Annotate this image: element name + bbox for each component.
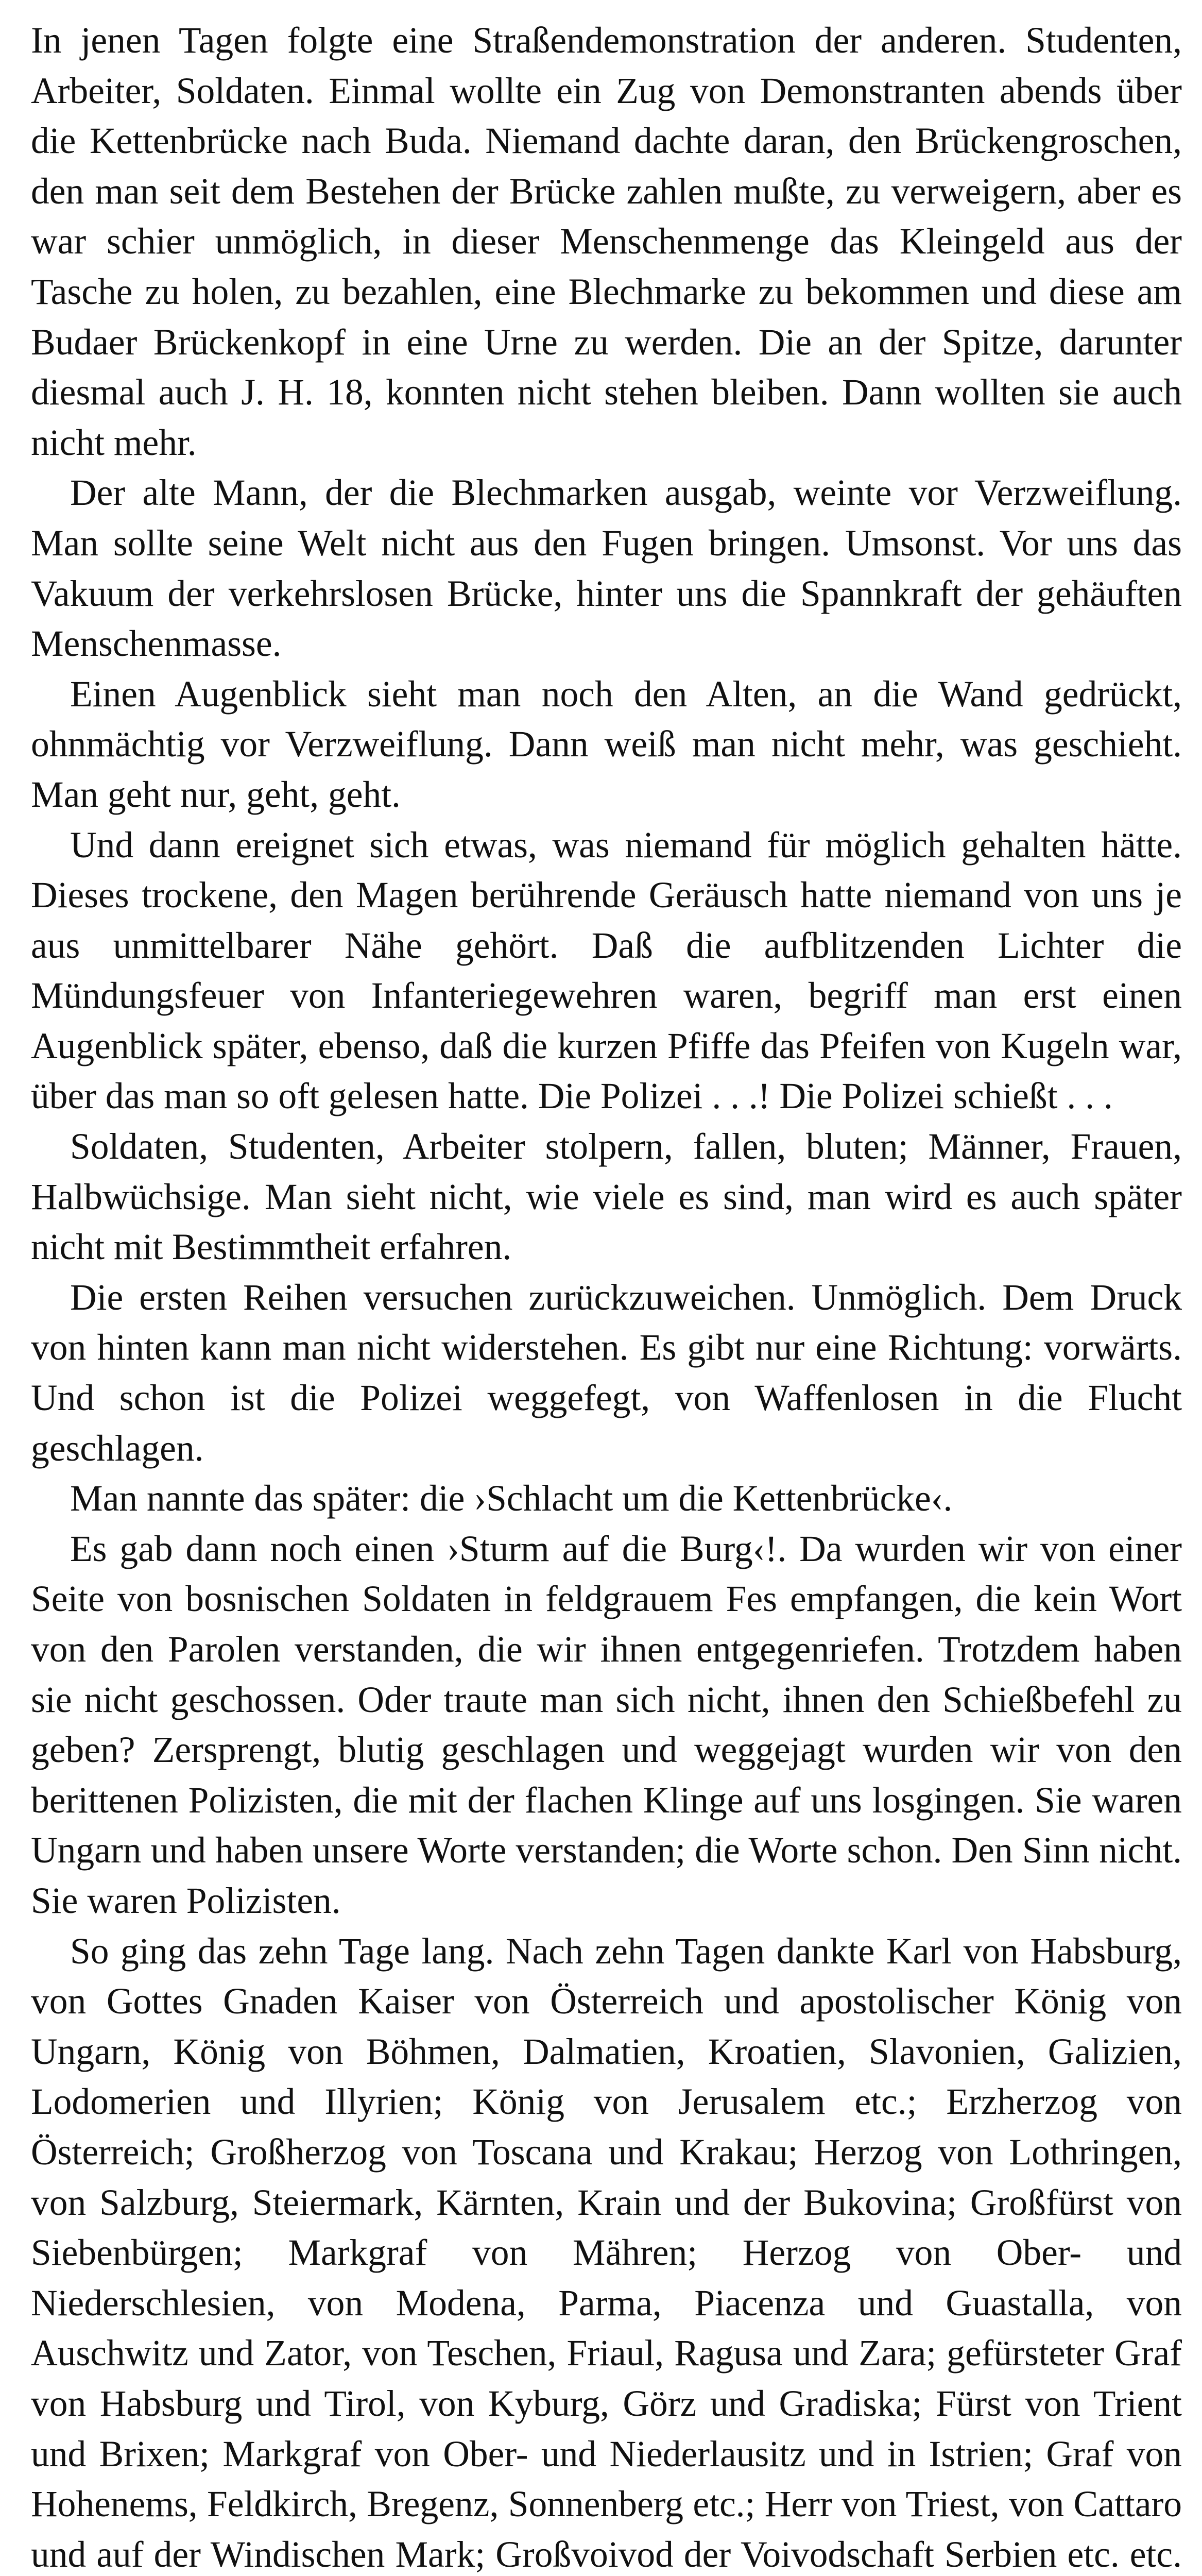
paragraph-4: Und dann ereignet sich etwas, was niemand für möglich gehalten hätte. Dieses trockene, den Magen berührende Geräusch hatte niemand von uns je aus unmittelbarer Nähe gehört. Daß die aufblitzenden Lichter die Mündungsfeuer von Infanteriegewehren waren, begriff man erst einen Augenblick später, ebenso, daß die kurzen Pfiffe das Pfeifen von Kugeln war, über das man so oft gelesen hatte. Die Polizei . . .! Die Polizei schießt . . .: [31, 824, 1182, 1117]
paragraph-1: In jenen Tagen folgte eine Straßendemonstration der anderen. Studenten, Arbeiter, Soldaten. Einmal wollte ein Zug von Demonstranten abends über die Kettenbrücke nach Buda. Niemand dachte daran, den Brückengroschen, den man seit dem Bestehen der Brücke zahlen mußte, zu verweigern, aber es war schier unmöglich, in dieser Menschenmenge das Kleingeld aus der Tasche zu holen, zu bezahlen, eine Blechmarke zu bekommen und diese am Budaer Brückenkopf in eine Urne zu werden. Die an der Spitze, darunter diesmal auch J. H. 18, konnten nicht stehen bleiben. Dann wollten sie auch nicht mehr.: [31, 20, 1182, 463]
paragraph-2: Der alte Mann, der die Blechmarken ausgab, weinte vor Verzweiflung. Man sollte seine Welt nicht aus den Fugen bringen. Umsonst. Vor uns das Vakuum der verkehrslosen Brücke, hinter uns die Spannkraft der gehäuften Menschenmasse.: [31, 472, 1182, 665]
paragraph-3: Einen Augenblick sieht man noch den Alten, an die Wand gedrückt, ohnmächtig vor Verzweiflung. Dann weiß man nicht mehr, was geschieht. Man geht nur, geht, geht.: [31, 673, 1182, 815]
paragraph-6: Die ersten Reihen versuchen zurückzuweichen. Unmöglich. Dem Druck von hinten kann man nicht widerstehen. Es gibt nur eine Richtung: vorwärts. Und schon ist die Polizei weggefegt, von Waffenlosen in die Flucht geschlagen.: [31, 1277, 1182, 1469]
book-page-text: [31, 15, 1182, 2576]
paragraph-8: Es gab dann noch einen ›Sturm auf die Burg‹!. Da wurden wir von einer Seite von bosnischen Soldaten in feldgrauem Fes empfangen, die kein Wort von den Parolen verstanden, die wir ihnen entgegenriefen. Trotzdem haben sie nicht geschossen. Oder traute man sich nicht, ihnen den Schießbefehl zu geben? Zersprengt, blutig geschlagen und weggejagt wurden wir von den berittenen Polizisten, die mit der flachen Klinge auf uns losgingen. Sie waren Ungarn und haben unsere Worte verstanden; die Worte schon. Den Sinn nicht. Sie waren Polizisten.: [31, 1528, 1182, 1921]
paragraph-5: Soldaten, Studenten, Arbeiter stolpern, fallen, bluten; Männer, Frauen, Halbwüchsige. Man sieht nicht, wie viele es sind, man wird es auch später nicht mit Bestimmtheit erfahren.: [31, 1126, 1182, 1268]
paragraph-7: Man nannte das später: die ›Schlacht um die Kettenbrücke‹.: [70, 1478, 953, 1519]
paragraph-9: So ging das zehn Tage lang. Nach zehn Tagen dankte Karl von Habsburg, von Gottes Gnaden Kaiser von Österreich und apostolischer König von Ungarn, König von Böhmen, Dalmatien, Kroatien, Slavonien, Galizien, Lodomerien und Illyrien; König von Jerusalem etc.; Erzherzog von Österreich; Großherzog von Toscana und Krakau; Herzog von Lothringen, von Salzburg, Steiermark, Kärnten, Krain und der Bukovina; Großfürst von Siebenbürgen; Markgraf von Mähren; Herzog von Ober- und Niederschlesien, von Modena, Parma, Piacenza und Guastalla, von Auschwitz und Zator, von Teschen, Friaul, Ragusa und Zara; gefürsteter Graf von Habsburg und Tirol, von Kyburg, Görz und Gradiska; Fürst von Trient und Brixen; Markgraf von Ober- und Niederlausitz und in Istrien; Graf von Hohenems, Feldkirch, Bregenz, Sonnenberg etc.; Herr von Triest, von Cattaro und auf der Windischen Mark; Großvoivod der Voivodschaft Serbien etc. etc.: [31, 1930, 1182, 2575]
